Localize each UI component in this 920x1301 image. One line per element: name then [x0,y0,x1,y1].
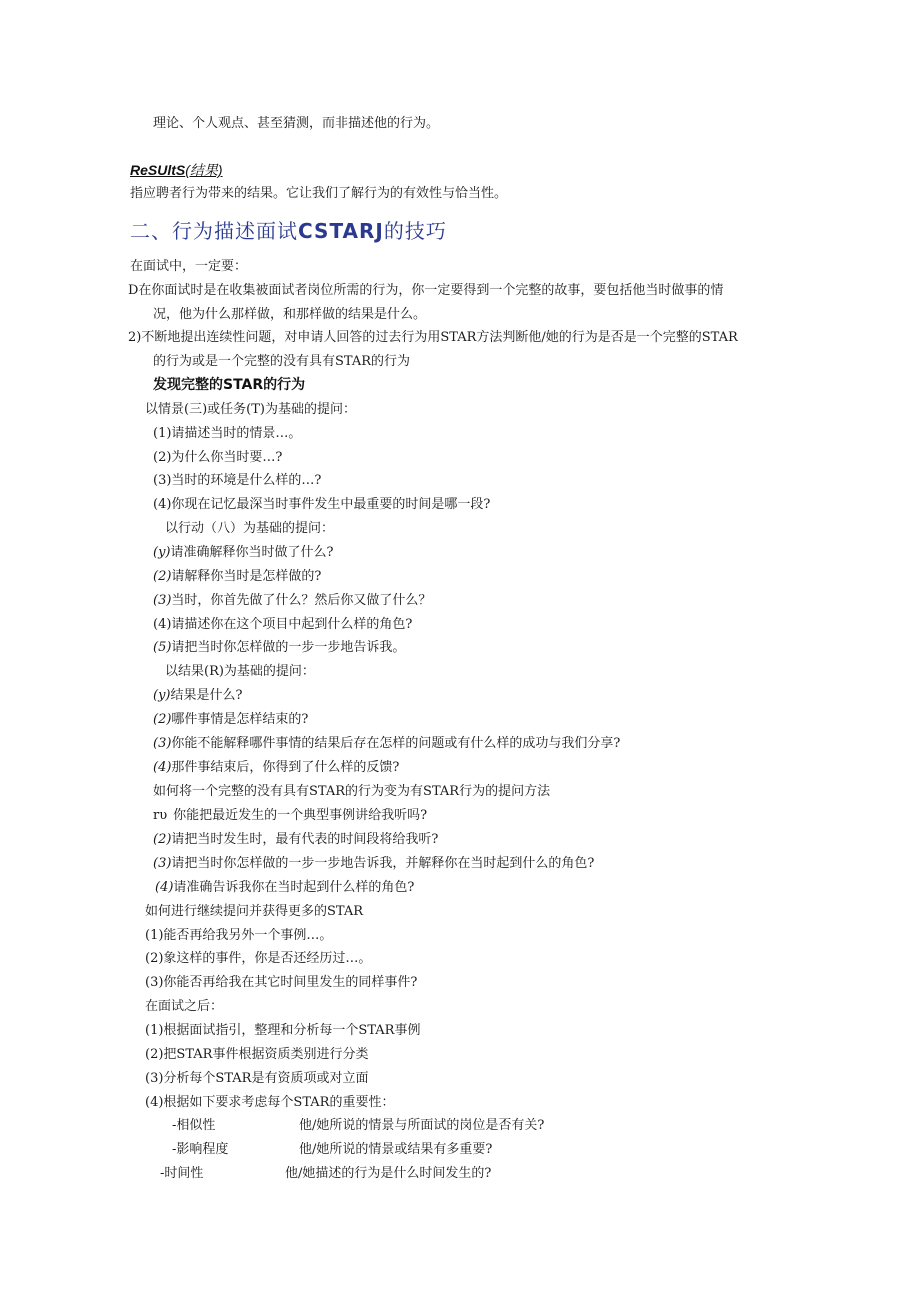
st-question-3: (3)当时的环境是什么样的…? [153,473,322,488]
result-question-3-text: 你能不能解释哪件事情的结果后存在怎样的问题或有什么样的成功与我们分享? [171,736,621,751]
result-question-2 [153,712,308,728]
criterion-label: -相似性 [172,1118,216,1133]
interview-item-1-line-2: 况，他为什么那样做，和那样做的结果是什么。 [153,307,427,322]
conversion-question-1 [153,808,427,824]
action-question-1 [153,545,333,561]
conversion-question-3 [153,856,594,872]
action-question-2-text: 请解释你当时是怎样做的? [171,569,322,584]
interview-intro: 在面试中，一定要： [130,259,248,274]
result-question-3-num: (3) [153,736,172,751]
conversion-question-2-num: (2) [153,832,172,847]
results-description: 指应聘者行为带来的结果。它让我们了解行为的有效性与恰当性。 [130,186,508,201]
st-questions-intro: 以情景(三)或任务(T)为基础的提问： [145,402,356,417]
conversion-question-2 [153,832,438,848]
conversion-question-4-num: (4) [155,880,174,895]
section-2-heading-latin: CSTARJ [298,219,384,243]
criterion-description: 他/她描述的行为是什么时间发生的? [285,1166,492,1181]
criterion-label: -时间性 [160,1166,204,1181]
action-question-5 [153,640,405,656]
conversion-question-3-num: (3) [153,856,172,871]
result-question-1-num: (y) [153,688,171,703]
result-question-1 [153,688,242,704]
action-questions-intro: 以行动（八）为基础的提问： [165,521,335,536]
action-question-3-text: 当时，你首先做了什么？然后你又做了什么？ [171,593,432,608]
st-question-1: (1)请描述当时的情景…。 [153,426,302,441]
interview-item-1-line-1: D在你面试时是在收集被面试者岗位所需的行为，你一定要得到一个完整的故事，要包括他当时做事的情 [128,283,724,298]
action-question-1-text: 请准确解释你当时做了什么? [170,545,334,560]
result-question-1-text: 结果是什么? [170,688,243,703]
conversion-question-1-num: rυ [153,808,168,823]
result-question-4 [153,760,399,776]
section-2-heading-prefix: 二、行为描述面试 [130,219,298,243]
st-question-4: (4)你现在记忆最深当时事件发生中最重要的时间是哪一段? [153,497,491,512]
action-question-5-text: 请把当时你怎样做的一步一步地告诉我。 [171,640,406,655]
conversion-question-3-text: 请把当时你怎样做的一步一步地告诉我，并解释你在当时起到什么的角色? [171,856,595,871]
action-question-2 [153,569,321,585]
after-step-2: (2)把STAR事件根据资质类别进行分类 [145,1047,369,1062]
action-question-2-num: (2) [153,569,172,584]
result-questions-intro: 以结果(R)为基础的提问： [165,664,315,679]
conversion-question-4 [155,880,414,896]
action-question-1-num: (y) [153,545,171,560]
st-question-2: (2)为什么你当时要…? [153,450,283,465]
result-question-4-text: 那件事结束后，你得到了什么样的反馈? [171,760,400,775]
criterion-description: 他/她所说的情景或结果有多重要? [299,1142,493,1157]
result-question-4-num: (4) [153,760,172,775]
intro-line: 理论、个人观点、甚至猜测，而非描述他的行为。 [153,116,440,131]
conversion-question-1-text: 你能把最近发生的一个典型事例讲给我听吗? [173,808,428,823]
interview-item-2-line-2: 的行为或是一个完整的没有具有STAR的行为 [153,354,411,369]
action-question-4: (4)请描述你在这个项目中起到什么样的角色? [153,617,413,632]
criterion-description: 他/她所说的情景与所面试的岗位是否有关? [299,1118,545,1133]
conversion-intro: 如何将一个完整的没有具有STAR的行为变为有STAR行为的提问方法 [153,784,551,799]
section-2-heading [130,219,447,243]
more-star-intro: 如何进行继续提问并获得更多的STAR [145,904,364,919]
results-heading-cn: (结果) [185,162,223,178]
conversion-question-2-text: 请把当时发生时，最有代表的时间段将给我听? [171,832,439,847]
result-question-2-text: 哪件事情是怎样结束的? [171,712,309,727]
after-step-1: (1)根据面试指引，整理和分析每一个STAR事例 [145,1023,421,1038]
after-step-4: (4)根据如下要求考虑每个STAR的重要性： [145,1095,395,1110]
interview-item-2-line-1: 2)不断地提出连续性问题，对申请人回答的过去行为用STAR方法判断他/她的行为是否是一个完整的STAR [128,330,738,345]
result-question-3 [153,736,620,752]
find-star-heading: 发现完整的STAR的行为 [153,377,306,393]
action-question-3 [153,593,431,609]
more-star-question-3: (3)你能否再给我在其它时间里发生的同样事件? [145,975,418,990]
after-step-3: (3)分析每个STAR是有资质项或对立面 [145,1071,369,1086]
results-heading-latin: ReSUltS [130,162,186,178]
more-star-question-1: (1)能否再给我另外一个事例…。 [145,928,333,943]
after-interview-intro: 在面试之后： [145,999,224,1014]
conversion-question-4-text: 请准确告诉我你在当时起到什么样的角色? [173,880,415,895]
more-star-question-2: (2)象这样的事件，你是否还经历过…。 [145,951,372,966]
result-question-2-num: (2) [153,712,172,727]
action-question-5-num: (5) [153,640,172,655]
results-heading [130,162,223,178]
action-question-3-num: (3) [153,593,172,608]
section-2-heading-suffix: 的技巧 [383,219,447,243]
criterion-label: -影响程度 [172,1142,229,1157]
